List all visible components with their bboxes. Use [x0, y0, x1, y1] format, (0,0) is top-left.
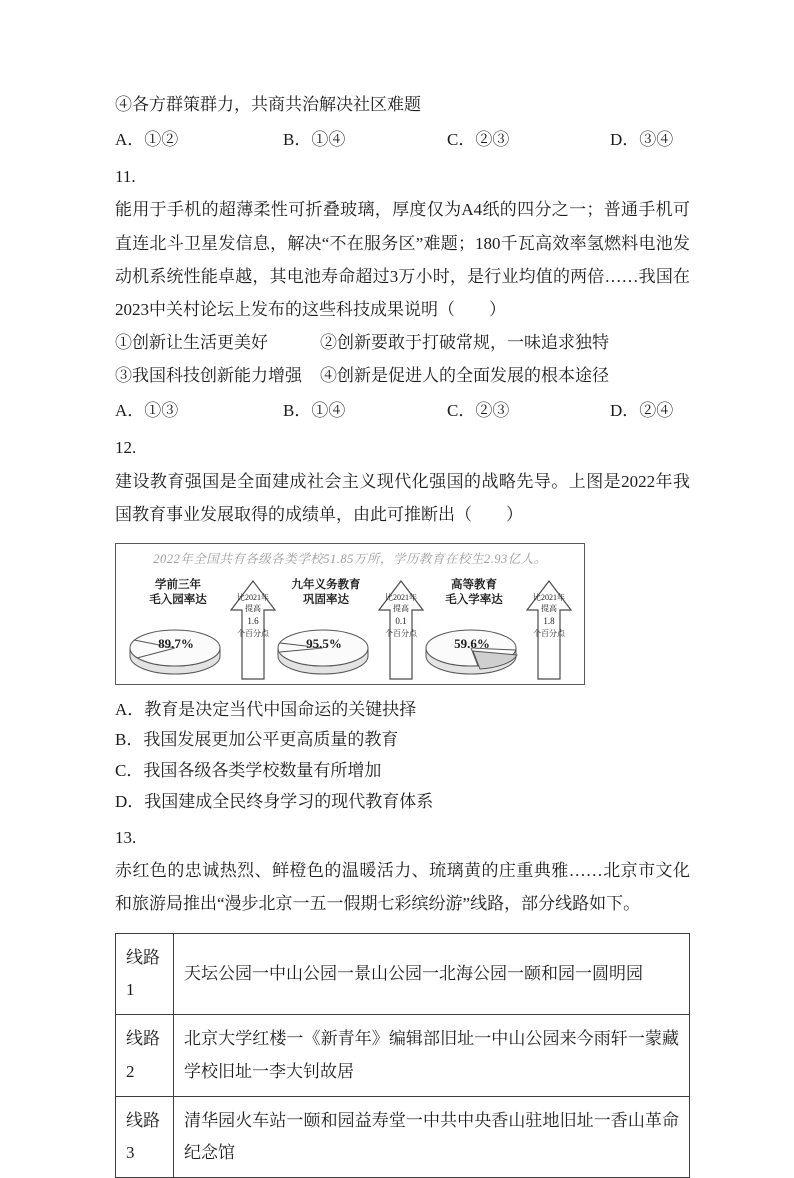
arrow-text-line: 提高: [245, 604, 261, 614]
question-13-intro: 赤红色的忠诚热烈、鲜橙色的温暖活力、琉璃黄的庄重典雅……北京市文化和旅游局推出“漫步北京一五一假期七彩缤纷游”线路，部分线路如下。: [115, 861, 690, 914]
routes-table: [115, 933, 690, 1178]
route-label: 线路3: [116, 1096, 174, 1178]
pie-group-compulsory: [276, 570, 424, 680]
question-11-stem: 能用于手机的超薄柔性可折叠玻璃，厚度仅为A4纸的四分之一；普通手机可直连北斗卫星发信息，解决“不在服务区”难题；180千瓦高效率氢燃料电池发动机系统性能卓越，其电池寿命超过3万小时，是行业均值的两倍……我国在2023中关村论坛上发布的这些科技成果说明（ ）: [115, 200, 690, 319]
route-label: 线路2: [116, 1015, 174, 1097]
arrow-text-line: 个百分点: [237, 629, 269, 639]
route-description: 北京大学红楼一《新青年》编辑部旧址一中山公园来今雨轩一蒙藏学校旧址一李大钊故居: [174, 1015, 690, 1097]
pie-label-line-1: 高等教育: [451, 578, 497, 591]
q11-statement-2: ②创新要敢于打破常规，一味追求独特: [320, 332, 609, 352]
table-row: [116, 1015, 690, 1097]
figure-title: 2022年全国共有各级各类学校51.85万所，学历教育在校生2.93亿人。: [153, 551, 547, 566]
pie-percentage: 59.6%: [454, 635, 490, 651]
increase-arrow: [526, 580, 572, 680]
pie-group-preschool: [128, 570, 276, 680]
question-12-number: 12.: [115, 438, 137, 458]
route-label: 线路1: [116, 933, 174, 1015]
q10-answer-options: [115, 123, 690, 156]
pie-label: [424, 578, 524, 608]
pie-area: [424, 574, 524, 680]
arrow-text-line: 比2021年: [533, 592, 565, 602]
pie-area: [128, 574, 228, 680]
pie-label-line-1: 九年义务教育: [291, 578, 361, 591]
arrow-text-line: 提高: [541, 604, 557, 614]
q11-option-a: A．①③: [115, 401, 179, 421]
arrow-text-line: 个百分点: [385, 629, 417, 639]
q10-option-b: B．①④: [283, 130, 346, 150]
q12-option-c: C．我国各级各类学校数量有所增加: [115, 761, 382, 781]
figure-groups: [116, 570, 584, 680]
arrow-text: [526, 592, 572, 640]
increase-arrow: [230, 580, 276, 680]
pie-label-line-1: 学前三年: [155, 578, 201, 591]
pie-label-line-2: 毛入学率达: [445, 593, 503, 606]
arrow-text-line: 比2021年: [237, 592, 269, 602]
q12-option-d: D．我国建成全民终身学习的现代教育体系: [115, 791, 434, 811]
q11-statement-1: ①创新让生活更美好: [115, 332, 268, 352]
q10-option-d: D．③④: [610, 130, 674, 150]
arrow-text-line: 提高: [393, 604, 409, 614]
q11-statements-row-1: [115, 326, 690, 359]
pie-group-higher-education: [424, 570, 572, 680]
pie-label-line-2: 巩固率达: [303, 593, 349, 606]
pie-percentage: 89.7%: [158, 635, 194, 651]
pie-percentage: 95.5%: [306, 635, 342, 651]
arrow-text: [378, 592, 424, 640]
arrow-text-line: 比2021年: [385, 592, 417, 602]
route-description: 清华园火车站一颐和园益寿堂一中共中央香山驻地旧址一香山革命纪念馆: [174, 1096, 690, 1178]
q10-option-a: A．①②: [115, 130, 179, 150]
q11-option-d: D．②④: [610, 401, 674, 421]
q12-option-b: B．我国发展更加公平更高质量的教育: [115, 730, 399, 750]
q11-statements-row-2: [115, 359, 690, 392]
pie-label-line-2: 毛入园率达: [149, 593, 207, 606]
table-row: [116, 1096, 690, 1178]
question-13-number: 13.: [115, 828, 137, 848]
q12-option-a: A．教育是决定当代中国命运的关键抉择: [115, 699, 417, 719]
question-12-stem: 建设教育强国是全面建成社会主义现代化强国的战略先导。上图是2022年我国教育事业发展取得的成绩单，由此可推断出（ ）: [115, 471, 690, 524]
arrow-text-line: 个百分点: [533, 629, 565, 639]
pie-label: [128, 578, 228, 608]
table-row: [116, 933, 690, 1015]
education-statistics-figure: [115, 543, 585, 685]
arrow-text: [230, 592, 276, 640]
q11-option-c: C．②③: [447, 401, 510, 421]
q11-answer-options: [115, 394, 690, 427]
question-11-number: 11.: [115, 167, 136, 187]
increase-arrow: [378, 580, 424, 680]
q10-option-c: C．②③: [447, 130, 510, 150]
arrow-value: 0.1: [395, 616, 407, 627]
q11-statement-3: ③我国科技创新能力增强: [115, 366, 302, 386]
pie-label: [276, 578, 376, 608]
q11-option-b: B．①④: [283, 401, 346, 421]
route-description: 天坛公园一中山公园一景山公园一北海公园一颐和园一圆明园: [174, 933, 690, 1015]
arrow-value: 1.8: [543, 616, 555, 627]
q11-statement-4: ④创新是促进人的全面发展的根本途径: [320, 366, 609, 386]
arrow-value: 1.6: [247, 616, 259, 627]
q10-statement-4: ④各方群策群力，共商共治解决社区难题: [115, 95, 421, 114]
pie-area: [276, 574, 376, 680]
q12-answer-options: [115, 695, 690, 817]
